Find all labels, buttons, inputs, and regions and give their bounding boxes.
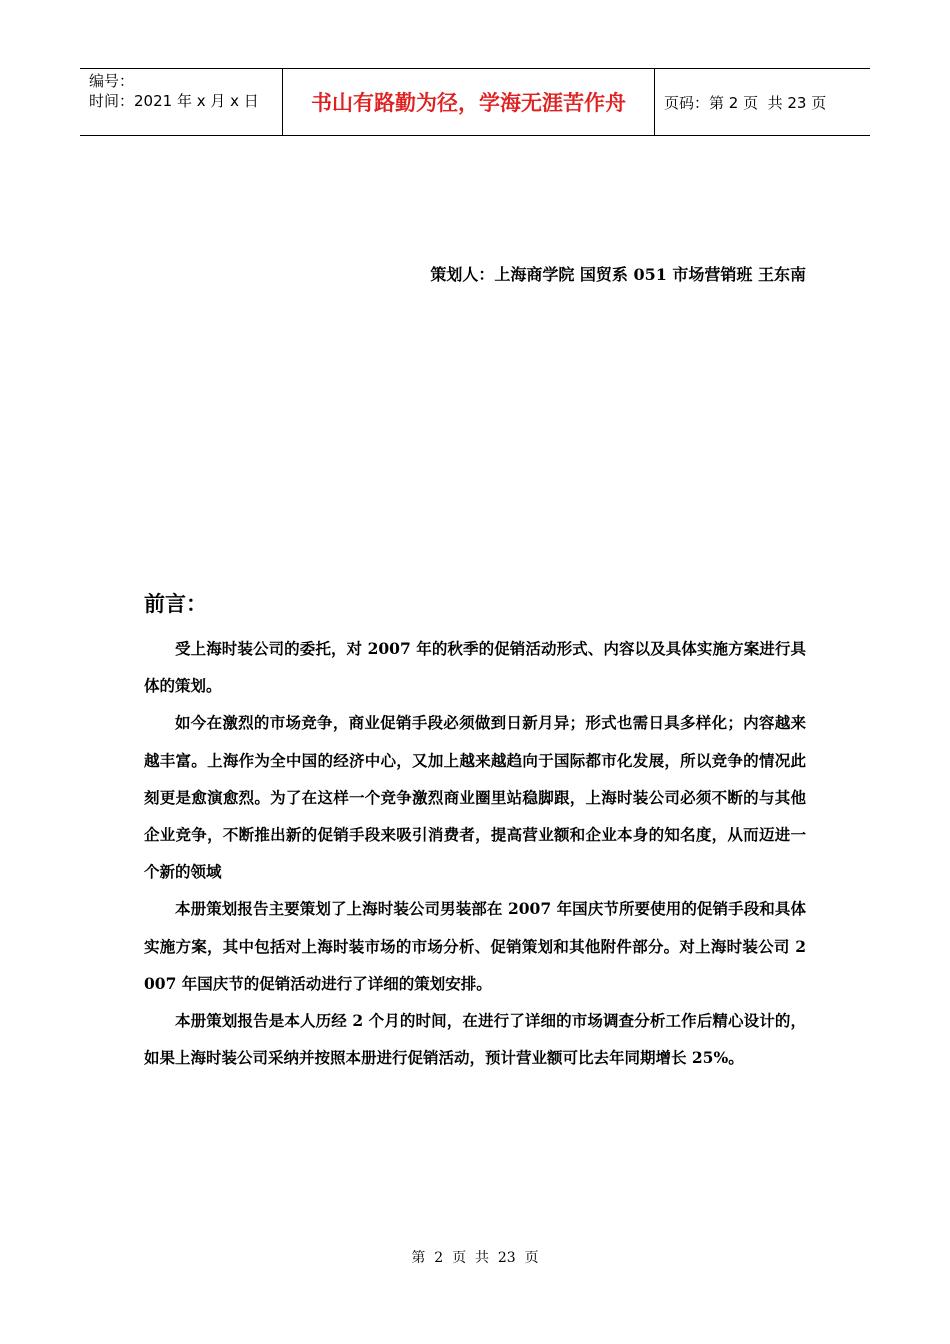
document-time-label: 时间：2021 年 x 月 x 日 bbox=[89, 92, 259, 110]
paragraph: 本册策划报告是本人历经 2 个月的时间，在进行了详细的市场调查分析工作后精心设计的，如果上海时装公司采纳并按照本册进行促销活动，预计营业额可比去年同期增长 25%。 bbox=[144, 1011, 806, 1068]
page-footer: 第 2 页 共 23 页 bbox=[411, 1250, 539, 1266]
document-number-label: 编号： bbox=[89, 72, 135, 90]
page-header bbox=[80, 68, 870, 136]
header-meta bbox=[89, 71, 279, 111]
preface-body bbox=[144, 630, 806, 1076]
header-divider bbox=[654, 69, 655, 135]
header-motto: 书山有路勤为径，学海无涯苦作舟 bbox=[311, 91, 626, 115]
preface-heading: 前言： bbox=[144, 591, 207, 616]
paragraph: 如今在激烈的市场竞争，商业促销手段必须做到日新月异；形式也需日具多样化；内容越来越丰富。上海作为全中国的经济中心，又加上越来越趋向于国际都市化发展，所以竞争的情况此刻更是愈演愈烈。为了在这样一个竞争激烈商业圈里站稳脚跟，上海时装公司必须不断的与其他企业竞争，不断推出新的促销手段来吸引消费者，提高营业额和企业本身的知名度，从而迈进一个新的领域 bbox=[144, 713, 806, 882]
paragraph: 受上海时装公司的委托，对 2007 年的秋季的促销活动形式、内容以及具体实施方案进行具体的策划。 bbox=[144, 639, 806, 696]
planner-line: 策划人：上海商学院 国贸系 051 市场营销班 王东南 bbox=[430, 265, 806, 284]
header-page-info: 页码：第 2 页 共 23 页 bbox=[664, 93, 827, 112]
paragraph: 本册策划报告主要策划了上海时装公司男装部在 2007 年国庆节所要使用的促销手段和具体实施方案，其中包括对上海时装市场的市场分析、促销策划和其他附件部分。对上海时装公司 2007 年国庆节的促销活动进行了详细的策划安排。 bbox=[144, 899, 806, 993]
